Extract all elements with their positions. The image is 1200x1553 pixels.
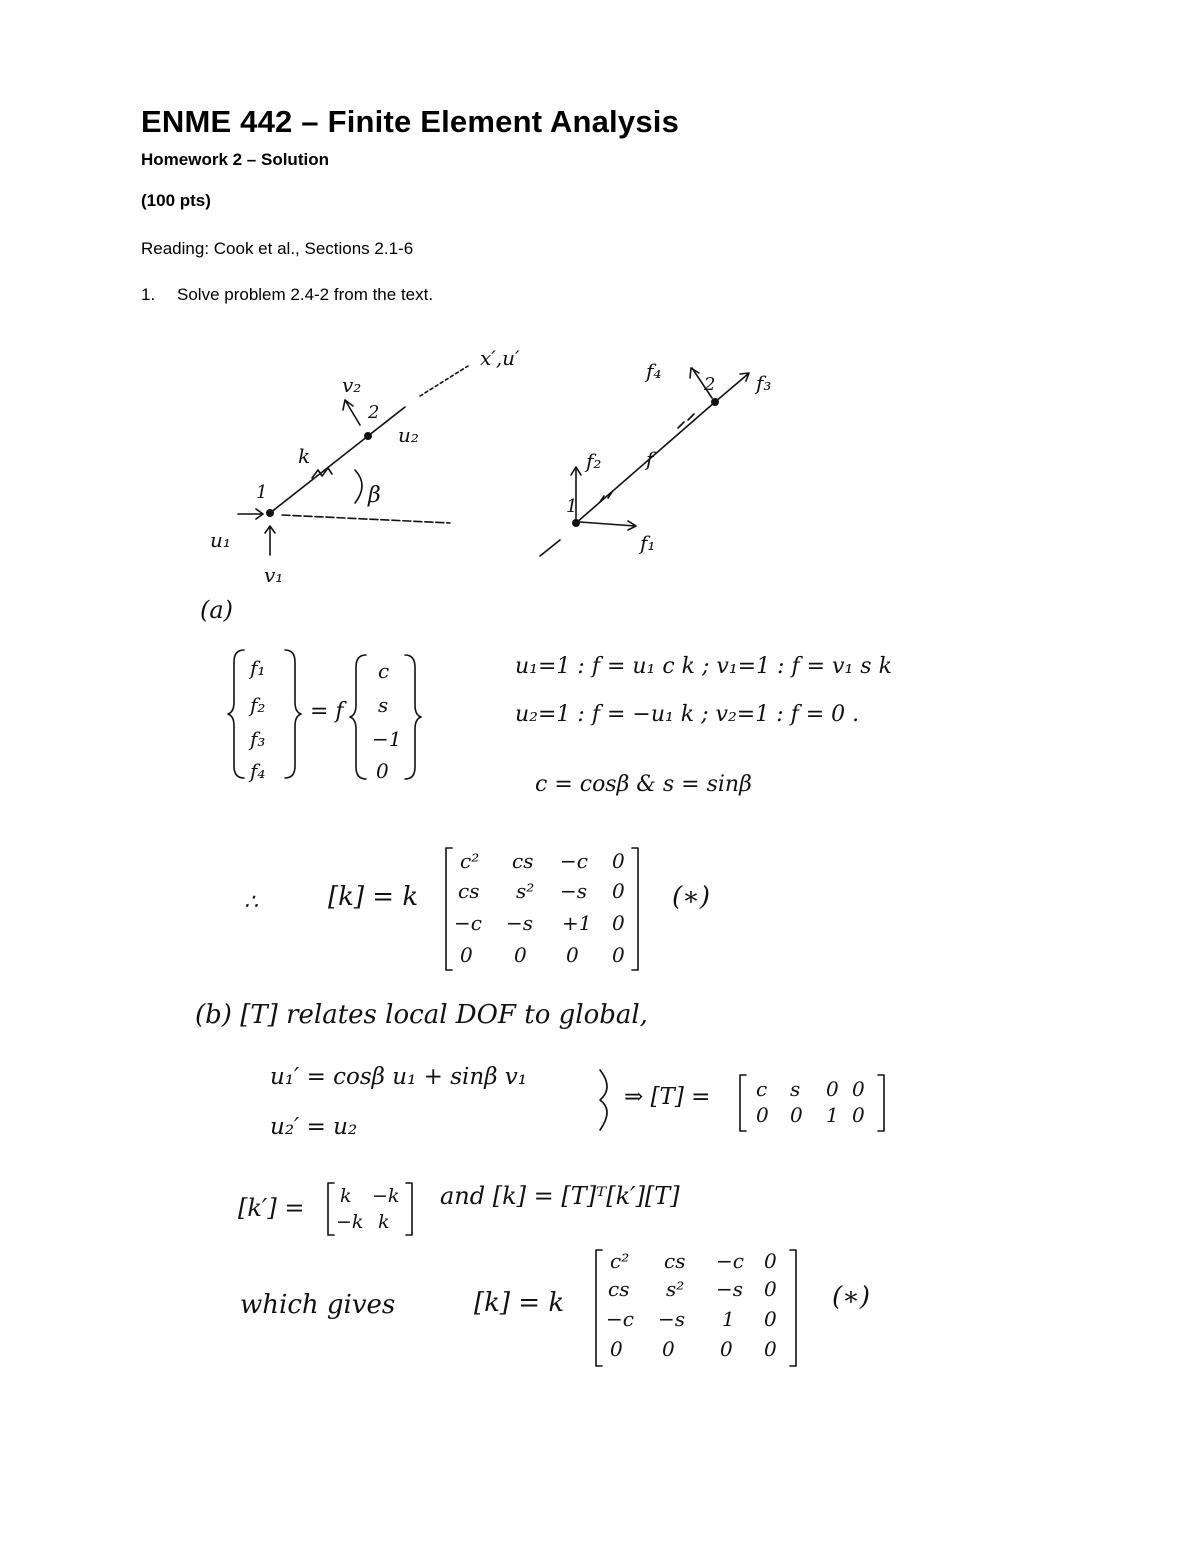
- svg-text:cs: cs: [664, 1249, 686, 1273]
- svg-text:−k: −k: [336, 1211, 364, 1233]
- svg-text:v₁: v₁: [264, 563, 284, 587]
- svg-text:f₂: f₂: [250, 693, 266, 717]
- stiffness-matrix-b: [596, 1249, 796, 1366]
- star-marker-a: (∗): [672, 882, 710, 912]
- cos-sin-definitions: c = cosβ & s = sinβ: [535, 772, 752, 797]
- svg-text:cs: cs: [608, 1277, 630, 1301]
- svg-text:c: c: [756, 1077, 768, 1101]
- svg-text:−c: −c: [716, 1249, 744, 1273]
- svg-text:s²: s²: [666, 1277, 685, 1301]
- svg-text:f₄: f₄: [250, 759, 266, 783]
- svg-text:−s: −s: [658, 1307, 686, 1331]
- svg-text:k: k: [298, 444, 311, 468]
- svg-text:−1: −1: [372, 727, 402, 751]
- svg-text:−s: −s: [716, 1277, 744, 1301]
- right-element-sketch: [540, 359, 771, 556]
- svg-text:k: k: [340, 1185, 352, 1207]
- stiffness-label-b: [k] = k: [474, 1288, 565, 1318]
- svg-text:c²: c²: [460, 849, 480, 873]
- which-gives-label: which gives: [240, 1290, 396, 1320]
- svg-text:v₂: v₂: [342, 373, 362, 397]
- svg-text:0: 0: [566, 943, 579, 967]
- svg-text:s²: s²: [516, 879, 535, 903]
- svg-text:−k: −k: [372, 1185, 400, 1207]
- part-b-statement: (b) [T] relates local DOF to global,: [195, 1000, 648, 1030]
- svg-text:s: s: [790, 1077, 801, 1101]
- svg-text:−c: −c: [560, 849, 588, 873]
- svg-text:f₄: f₄: [646, 359, 662, 383]
- svg-text:s: s: [378, 693, 389, 717]
- svg-text:f₂: f₂: [586, 449, 602, 473]
- svg-text:0: 0: [826, 1077, 839, 1101]
- therefore-symbol: ∴: [244, 890, 258, 915]
- unit-displacement-cases-1: u₁=1 : f = u₁ c k ; v₁=1 : f = v₁ s k: [515, 654, 892, 679]
- svg-text:−c: −c: [606, 1307, 634, 1331]
- svg-text:f₃: f₃: [756, 371, 772, 395]
- svg-text:−s: −s: [506, 911, 534, 935]
- svg-text:u₂: u₂: [398, 423, 419, 447]
- u2-prime-equation: u₂′ = u₂: [270, 1114, 358, 1140]
- star-marker-b: (∗): [832, 1282, 870, 1312]
- svg-text:0: 0: [764, 1337, 777, 1361]
- document-subtitle: Homework 2 – Solution: [141, 150, 329, 169]
- svg-text:f: f: [646, 447, 654, 471]
- svg-text:0: 0: [852, 1077, 865, 1101]
- part-a-label: (a): [200, 596, 234, 624]
- svg-text:f₁: f₁: [250, 656, 266, 680]
- svg-text:0: 0: [764, 1307, 777, 1331]
- svg-text:0: 0: [756, 1103, 769, 1127]
- svg-text:0: 0: [662, 1337, 675, 1361]
- svg-text:0: 0: [764, 1249, 777, 1273]
- u1-prime-equation: u₁′ = cosβ u₁ + sinβ v₁: [270, 1064, 528, 1090]
- local-stiffness-matrix: [328, 1183, 412, 1235]
- left-element-sketch: [210, 346, 520, 587]
- svg-text:−s: −s: [560, 879, 588, 903]
- svg-text:cs: cs: [512, 849, 534, 873]
- svg-text:0: 0: [790, 1103, 803, 1127]
- reading-assignment: Reading: Cook et al., Sections 2.1-6: [141, 239, 414, 258]
- svg-text:x′,u′: x′,u′: [480, 346, 520, 370]
- svg-text:1: 1: [256, 482, 268, 503]
- implies-T-label: ⇒ [T] =: [624, 1084, 711, 1110]
- svg-text:0: 0: [612, 849, 625, 873]
- kprime-label: [k′] =: [238, 1194, 305, 1222]
- stiffness-label-a: [k] = k: [328, 882, 419, 912]
- svg-text:k: k: [378, 1211, 390, 1233]
- svg-text:f₃: f₃: [250, 727, 266, 751]
- svg-text:2: 2: [704, 374, 716, 395]
- unit-displacement-cases-2: u₂=1 : f = −u₁ k ; v₂=1 : f = 0 .: [515, 702, 860, 727]
- svg-text:−c: −c: [454, 911, 482, 935]
- svg-text:1: 1: [826, 1103, 839, 1127]
- svg-text:1: 1: [566, 496, 578, 517]
- svg-text:u₁: u₁: [210, 528, 231, 552]
- problem-number: 1.: [141, 285, 156, 304]
- svg-text:f₁: f₁: [640, 531, 656, 555]
- svg-text:c²: c²: [610, 1249, 630, 1273]
- points-label: (100 pts): [141, 191, 211, 210]
- svg-text:β: β: [368, 483, 381, 508]
- svg-text:0: 0: [852, 1103, 865, 1127]
- svg-text:0: 0: [720, 1337, 733, 1361]
- stiffness-matrix-a: [446, 848, 638, 970]
- problem-text: Solve problem 2.4-2 from the text.: [177, 285, 434, 304]
- force-vector-equation: [228, 650, 421, 783]
- svg-text:0: 0: [612, 911, 625, 935]
- svg-text:0: 0: [612, 879, 625, 903]
- svg-text:0: 0: [612, 943, 625, 967]
- document-title: ENME 442 – Finite Element Analysis: [141, 104, 680, 139]
- svg-text:cs: cs: [458, 879, 480, 903]
- svg-text:0: 0: [764, 1277, 777, 1301]
- svg-text:0: 0: [610, 1337, 623, 1361]
- svg-text:0: 0: [514, 943, 527, 967]
- svg-text:c: c: [378, 659, 390, 683]
- svg-text:= f: = f: [310, 699, 344, 724]
- svg-text:2: 2: [368, 402, 380, 423]
- svg-text:1: 1: [722, 1307, 735, 1331]
- svg-text:0: 0: [460, 943, 473, 967]
- svg-text:+1: +1: [562, 911, 592, 935]
- k-transform-relation: and [k] = [T]ᵀ[k′][T]: [440, 1182, 680, 1210]
- svg-text:0: 0: [376, 759, 389, 783]
